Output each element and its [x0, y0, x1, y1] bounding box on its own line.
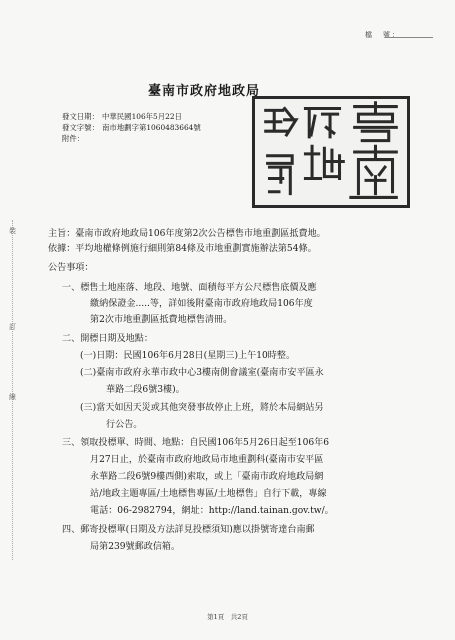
issue-date-value: 中華民國106年5月22日 — [102, 112, 182, 121]
item1-line2: 繳納保證金.....等，詳如後附臺南市政府地政局106年度 — [90, 299, 313, 309]
item3-line4: 站/地政主題專區/土地標售專區/土地標售」自行下載，專線 — [90, 489, 327, 499]
item3-line1: 三、領取投標單、時間、地點：自民國106年5月26日起至106年6 — [62, 438, 330, 448]
document-number-label: 發文字號： — [62, 123, 99, 132]
item1-line3: 第2次市地重劃區抵費地標售清冊。 — [90, 315, 233, 325]
binding-line — [12, 220, 13, 560]
document-number-value: 南市地劃字第1060483664號 — [102, 123, 201, 132]
attachment-label: 附件： — [62, 134, 85, 143]
archive-number-line — [385, 37, 433, 38]
item3-line5: 電話：06-2982794，網址：http://land.tainan.gov.tw/。 — [90, 506, 334, 516]
item2-sub3-line2: 行公告。 — [106, 420, 143, 430]
seal-text — [258, 102, 404, 202]
item4-line2: 局第239號郵政信箱。 — [90, 542, 181, 552]
issue-date — [62, 112, 182, 122]
item3-line2: 月27日止，於臺南市政府地政局市地重劃科(臺南市安平區 — [90, 455, 324, 465]
notice-heading: 公告事項： — [48, 263, 94, 273]
item2-sub2-line2: 華路二段6號3樓)。 — [106, 385, 185, 395]
page-title: 臺南市政府地政局 — [148, 84, 261, 99]
margin-mark-3: 線 — [9, 393, 16, 401]
item2-sub1: (一)日期：民國106年6月28日(星期三)上午10時整。 — [80, 351, 296, 361]
basis-line: 依據：平均地權條例施行細則第84條及市地重劃實施辦法第54條。 — [48, 244, 317, 254]
document-number — [62, 123, 201, 133]
margin-mark-1: 裝 — [9, 227, 16, 235]
item2-sub2-line1: (二)臺南市政府永華市政中心3樓南側會議室(臺南市安平區永 — [80, 368, 324, 378]
item4-line1: 四、郵寄投標單(日期及方法詳見投標須知)應以掛號寄達台南郵 — [62, 525, 315, 535]
item2-heading: 二、開標日期及地點： — [62, 334, 153, 344]
item3-line3: 永華路二段6號9樓西側)索取，或上「臺南市政府地政局網 — [90, 472, 324, 482]
issue-date-label: 發文日期： — [62, 112, 99, 121]
subject-line: 主旨：臺南市政府地政局106年度第2次公告標售市地重劃區抵費地。 — [48, 229, 326, 239]
official-seal-icon — [252, 96, 410, 208]
margin-mark-2: 訂 — [9, 323, 16, 331]
item2-sub3-line1: (三)當天如因天災或其他突發事故停止上班，將於本局網站另 — [80, 403, 324, 413]
item1-line1: 一、標售土地座落、地段、地號、面積每平方公尺標售底價及應 — [62, 283, 317, 293]
page-number: 第1頁 共2頁 — [207, 613, 248, 621]
attachment — [62, 134, 102, 144]
archive-number-label: 檔 號： — [365, 31, 401, 39]
